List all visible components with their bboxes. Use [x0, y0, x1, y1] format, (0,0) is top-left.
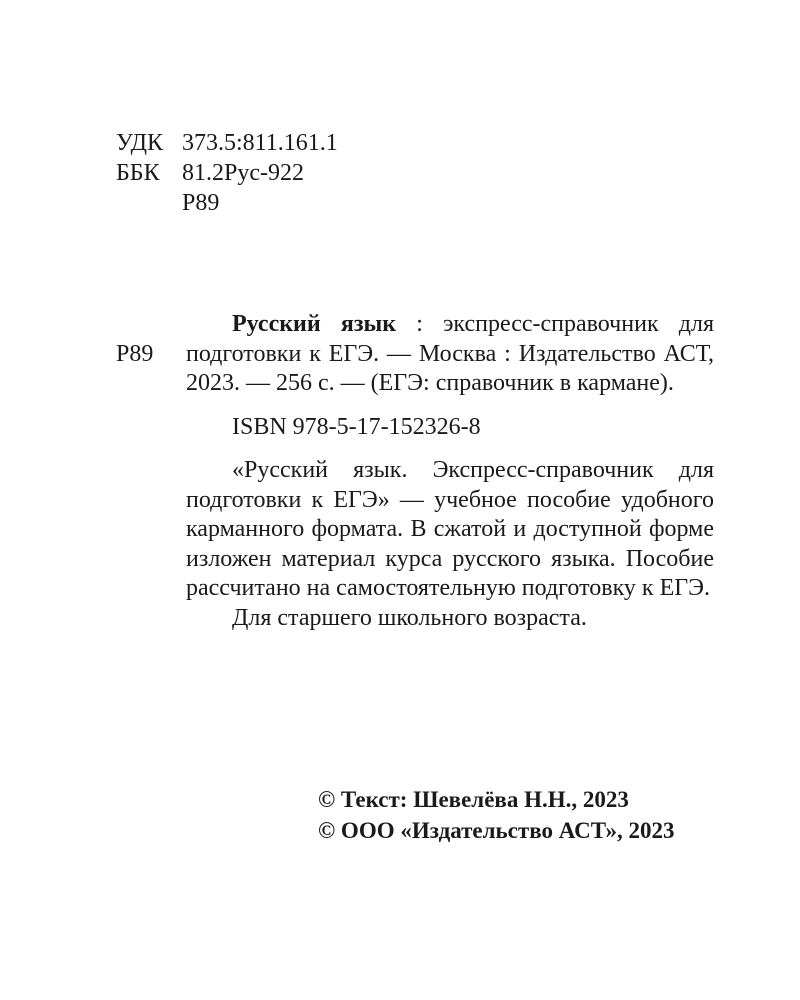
bibliographic-rest: : экспресс-справочник для подготовки к ЕГЭ. — Москва : Издательство АСТ, 2023. — 256 с. — (ЕГЭ: справочник в кармане). — [186, 311, 714, 396]
main-text-block — [186, 310, 714, 633]
copyright-block — [318, 784, 675, 846]
author-sign-row — [116, 188, 338, 218]
audience-note: Для старшего школьного возраста. — [232, 604, 587, 631]
bbk-value: 81.2Рус-922 — [182, 160, 304, 186]
author-sign-label — [116, 188, 182, 218]
udk-label: УДК — [116, 130, 163, 156]
udk-row — [116, 128, 338, 158]
bbk-row — [116, 158, 338, 188]
copyright-publisher: © ООО «Издательство АСТ», 2023 — [318, 818, 675, 843]
annotation: «Русский язык. Экспресс-справочник для подготовки к ЕГЭ» — учебное пособие удобного карманного формата. В сжатой и доступной форме изложен материал курса русского языка. Пособие рассчитано на самостоятельную подготовку к ЕГЭ. — [186, 457, 714, 601]
isbn: ISBN 978-5-17-152326-8 — [232, 413, 481, 440]
copyright-text: © Текст: Шевелёва Н.Н., 2023 — [318, 787, 629, 812]
author-sign-value: Р89 — [182, 190, 220, 216]
udk-value: 373.5:811.161.1 — [182, 130, 338, 156]
author-mark: Р89 — [116, 341, 154, 367]
bibliographic-description — [186, 310, 714, 399]
classification-block — [116, 128, 338, 218]
book-title: Русский язык — [232, 311, 397, 337]
bbk-label: ББК — [116, 160, 160, 186]
